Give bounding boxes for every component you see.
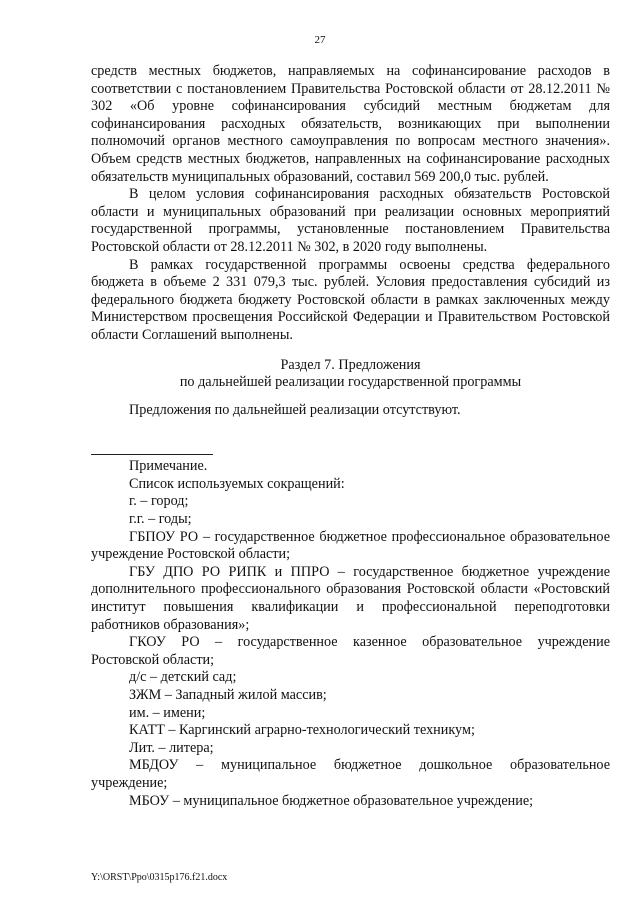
- abbreviation-item: МБДОУ – муниципальное бюджетное дошкольное образовательное учреждение;: [91, 757, 610, 791]
- abbreviation-item: им. – имени;: [129, 704, 206, 721]
- abbreviation-item: ГБУ ДПО РО РИПК и ППРО – государственное бюджетное учреждение дополнительного профессионального образования Ростовской области «Ростовский институт повышения квалификации и профессиональной переподготовки работников образования»;: [91, 563, 610, 633]
- paragraph: В рамках государственной программы освоены средства федерального бюджета в объеме 2 331 079,3 тыс. рублей. Условия предоставления субсидий из федерального бюджета бюджету Ростовской области в рамках заключенных между Министерством просвещения Российской Федерации и Правительством Ростовской области Соглашений выполнены.: [91, 256, 610, 343]
- abbreviation-item: д/с – детский сад;: [129, 669, 237, 686]
- section-text: Предложения по дальнейшей реализации отсутствуют.: [129, 401, 461, 418]
- abbreviation-item: ГКОУ РО – государственное казенное образовательное учреждение Ростовской области;: [91, 634, 610, 668]
- abbreviation-item: КАТТ – Каргинский аграрно-технологический техникум;: [129, 722, 475, 739]
- abbreviation-item: ГБПОУ РО – государственное бюджетное профессиональное образовательное учреждение Ростовской области;: [91, 528, 610, 563]
- page-number: 27: [314, 34, 326, 46]
- abbreviations-intro: Список используемых сокращений:: [129, 475, 345, 492]
- file-path-footer: Y:\ORST\Ppo\0315p176.f21.docx: [91, 872, 228, 883]
- abbreviation-item: МБОУ – муниципальное бюджетное образовательное учреждение;: [129, 792, 534, 809]
- footnote-divider: [91, 454, 213, 455]
- document-body: [91, 63, 610, 810]
- paragraph: средств местных бюджетов, направляемых на софинансирование расходов в соответствии с постановлением Правительства Ростовской области от 28.12.2011 № 302 «Об уровне софинансирования субсидий местным бюджетам для софинансирования расходных обязательств, возникающих при выполнении полномочий органов местного самоуправления по вопросам местного значения». Объем средств местных бюджетов, направленных на софинансирование расходных обязательств муниципальных образований, составил 569 200,0 тыс. рублей.: [91, 63, 610, 185]
- section-heading: [91, 357, 610, 392]
- abbreviation-item: Лит. – литера;: [129, 739, 214, 756]
- abbreviation-item: ЗЖМ – Западный жилой массив;: [129, 687, 327, 703]
- notes-heading: Примечание.: [129, 458, 208, 475]
- abbreviation-item: г. – город;: [129, 493, 189, 510]
- notes: [91, 458, 610, 810]
- section-subtitle: по дальнейшей реализации государственной программы: [179, 374, 522, 391]
- paragraph: В целом условия софинансирования расходных обязательств Ростовской области и муниципальных образований при реализации основных мероприятий государственной программы, установленные постановлением Правительства Ростовской области от 28.12.2011 № 302, в 2020 году выполнены.: [91, 186, 610, 255]
- section-title: Раздел 7. Предложения: [280, 356, 421, 373]
- abbreviation-item: г.г. – годы;: [129, 511, 192, 528]
